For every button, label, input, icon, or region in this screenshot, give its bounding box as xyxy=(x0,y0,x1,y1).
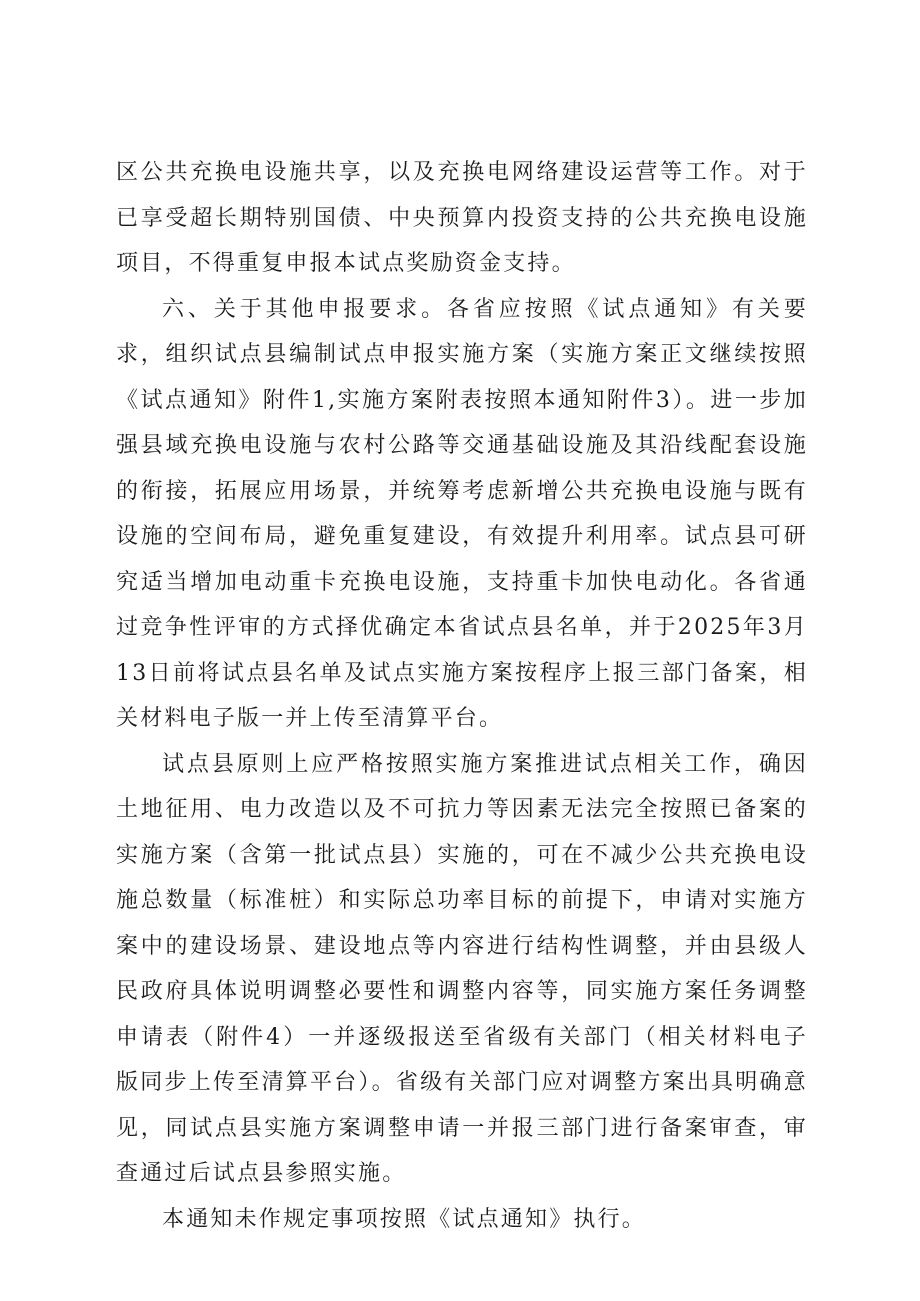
document-body xyxy=(116,150,808,1242)
paragraph-adjustment: 试点县原则上应严格按照实施方案推进试点相关工作，确因土地征用、电力改造以及不可抗力等因素无法完全按照已备案的实施方案（含第一批试点县）实施的，可在不减少公共充换电设施总数量（标准桩）和实际总功率目标的前提下，申请对实施方案中的建设场景、建设地点等内容进行结构性调整，并由县级人民政府具体说明调整必要性和调整内容等，同实施方案任务调整申请表（附件4）一并逐级报送至省级有关部门（相关材料电子版同步上传至清算平台）。省级有关部门应对调整方案出具明确意见，同试点县实施方案调整申请一并报三部门进行备案审查，审查通过后试点县参照实施。 xyxy=(116,751,808,1186)
paragraph-continuation: 区公共充换电设施共享，以及充换电网络建设运营等工作。对于已享受超长期特别国债、中央预算内投资支持的公共充换电设施项目，不得重复申报本试点奖励资金支持。 xyxy=(116,160,808,276)
paragraph-section-six: 六、关于其他申报要求。各省应按照《试点通知》有关要求，组织试点县编制试点申报实施方案（实施方案正文继续按照《试点通知》附件1,实施方案附表按照本通知附件3）。进一步加强县域充换电设施与农村公路等交通基础设施及其沿线配套设施的衔接，拓展应用场景，并统筹考虑新增公共充换电设施与既有设施的空间布局，避免重复建设，有效提升利用率。试点县可研究适当增加电动重卡充换电设施，支持重卡加快电动化。各省通过竞争性评审的方式择优确定本省试点县名单，并于2025年3月13日前将试点县名单及试点实施方案按程序上报三部门备案，相关材料电子版一并上传至清算平台。 xyxy=(116,296,808,731)
paragraph-closing: 本通知未作规定事项按照《试点通知》执行。 xyxy=(162,1206,647,1232)
